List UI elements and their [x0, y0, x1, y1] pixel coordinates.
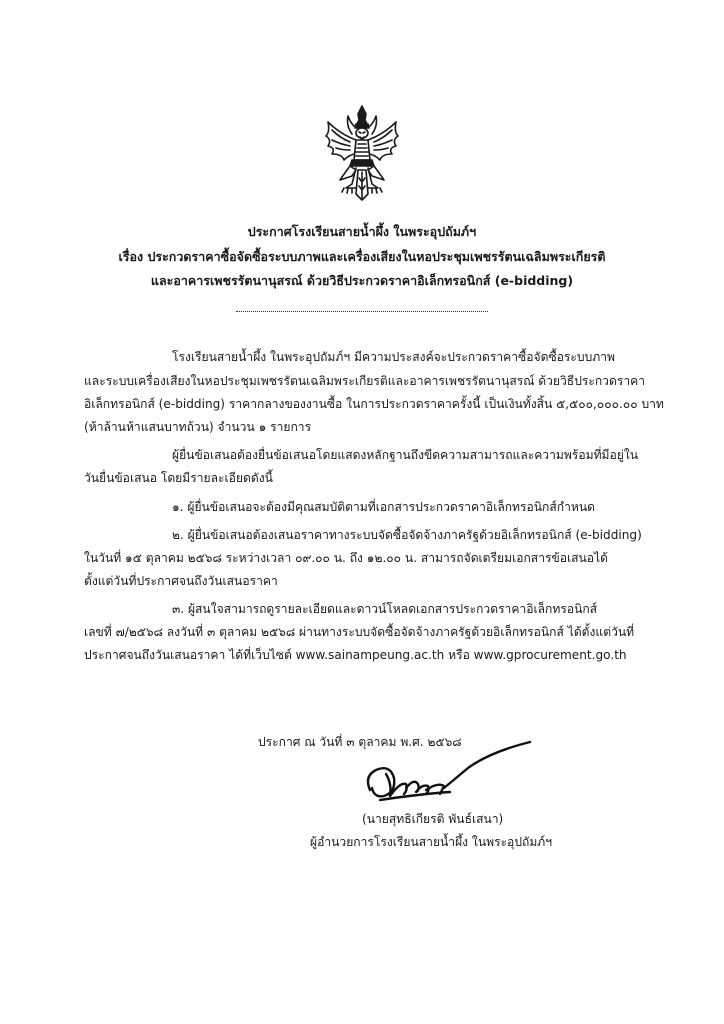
paragraph-1-line-3: อิเล็กทรอนิกส์ (e-bidding) ราคากลางของงานซื้อ ในการประกวดราคาครั้งนี้ เป็นเงินทั้งสิ้น ๕,๕๐๐,๐๐๐.๐๐ บาท [84, 397, 664, 411]
dotted-separator [236, 311, 488, 312]
requirement-item-3-line-1: ๓. ผู้สนใจสามารถดูรายละเอียดและดาวน์โหลดเอกสารประกวดราคาอิเล็กทรอนิกส์ [172, 602, 598, 616]
signer-name: (นายสุทธิเกียรติ พันธ์เสนา) [362, 812, 504, 826]
announcement-title: ประกาศโรงเรียนสายน้ำผึ้ง ในพระอุปถัมภ์ฯ [247, 224, 477, 239]
paragraph-1-line-2: และระบบเครื่องเสียงในหอประชุมเพชรรัตนเฉลิมพระเกียรติและอาคารเพชรรัตนานุสรณ์ ด้วยวิธีประกวดราคา [84, 374, 645, 388]
announcement-subject: เรื่อง ประกวดราคาซื้อจัดซื้อระบบภาพและเครื่องเสียงในหอประชุมเพชรรัตนเฉลิมพระเกียรติ [118, 249, 606, 264]
garuda-emblem-icon [322, 104, 402, 204]
requirement-item-2-line-3: ตั้งแต่วันที่ประกาศจนถึงวันเสนอราคา [84, 574, 278, 588]
requirement-item-2-line-2: ในวันที่ ๑๕ ตุลาคม ๒๕๖๘ ระหว่างเวลา ๐๙.๐๐ น. ถึง ๑๒.๐๐ น. สามารถจัดเตรียมเอกสารข้อเสนอได้ [84, 551, 608, 565]
paragraph-2-line-2: วันยื่นข้อเสนอ โดยมีรายละเอียดดังนี้ [84, 471, 273, 485]
paragraph-1-line-4: (ห้าล้านห้าแสนบาทถ้วน) จำนวน ๑ รายการ [84, 420, 312, 434]
requirement-item-2-line-1: ๒. ผู้ยื่นข้อเสนอต้องเสนอราคาทางระบบจัดซื้อจัดจ้างภาครัฐด้วยอิเล็กทรอนิกส์ (e-bidding) [172, 528, 642, 542]
handwritten-signature-icon [360, 738, 540, 810]
signer-title: ผู้อำนวยการโรงเรียนสายน้ำผึ้ง ในพระอุปถัมภ์ฯ [310, 835, 553, 849]
announcement-subject-continued: และอาคารเพชรรัตนานุสรณ์ ด้วยวิธีประกวดราคาอิเล็กทรอนิกส์ (e-bidding) [150, 273, 574, 288]
announcement-date: ประกาศ ณ วันที่ ๓ ตุลาคม พ.ศ. ๒๕๖๘ [258, 735, 462, 749]
requirement-item-1: ๑. ผู้ยื่นข้อเสนอจะต้องมีคุณสมบัติตามที่เอกสารประกวดราคาอิเล็กทรอนิกส์กำหนด [172, 500, 595, 514]
requirement-item-3-line-2: เลขที่ ๗/๒๕๖๘ ลงวันที่ ๓ ตุลาคม ๒๕๖๘ ผ่านทางระบบจัดซื้อจัดจ้างภาครัฐด้วยอิเล็กทรอนิกส์ ได้ตั้งแต่วันที่ [84, 625, 635, 639]
paragraph-1-line-1: โรงเรียนสายน้ำผึ้ง ในพระอุปถัมภ์ฯ มีความประสงค์จะประกวดราคาซื้อจัดซื้อระบบภาพ [172, 350, 616, 364]
requirement-item-3-line-3: ประกาศจนถึงวันเสนอราคา ได้ที่เว็บไซต์ www.sainampeung.ac.th หรือ www.gprocurement.go.th [84, 648, 627, 662]
paragraph-2-line-1: ผู้ยื่นข้อเสนอต้องยื่นข้อเสนอโดยแสดงหลักฐานถึงขีดความสามารถและความพร้อมที่มีอยู่ใน [172, 448, 639, 462]
